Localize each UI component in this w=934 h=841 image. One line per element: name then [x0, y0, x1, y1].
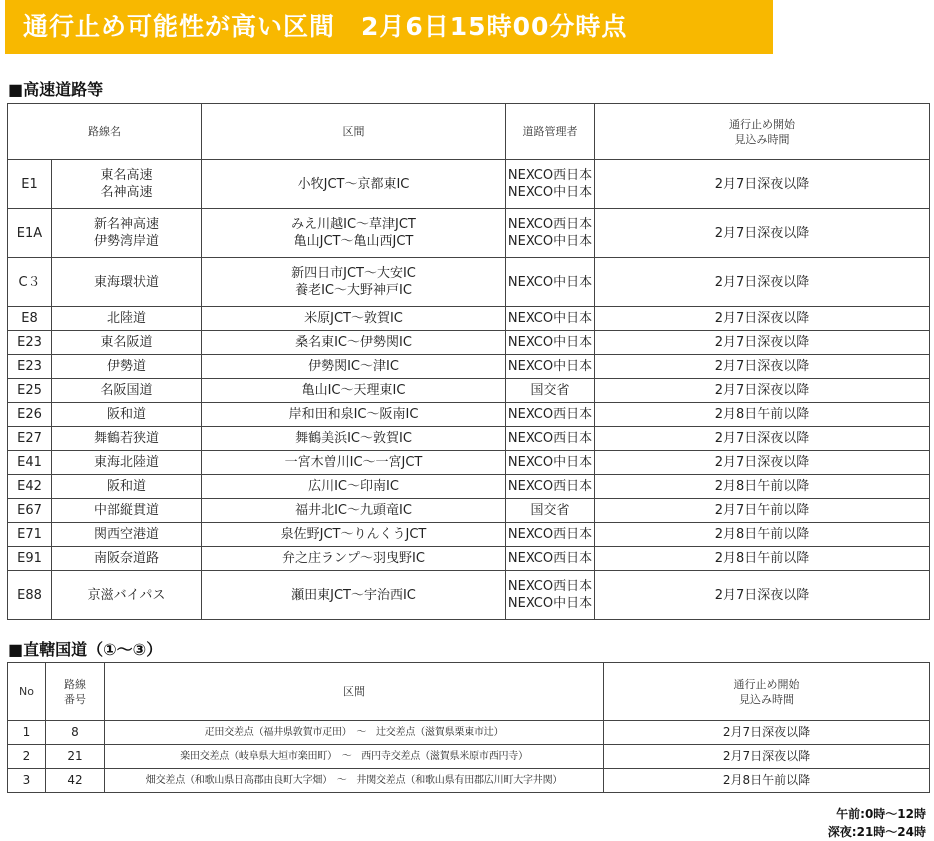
manager [506, 160, 595, 209]
route-name-line: 名神高速 [100, 185, 153, 200]
manager [506, 355, 595, 379]
route-name-line: 伊勢道 [106, 359, 146, 374]
start-time: 2月7日深夜以降 [595, 571, 930, 620]
table-row [8, 331, 930, 355]
section-line: 新四日市JCT～大安IC [291, 266, 416, 281]
route-name-line: 関西空港道 [93, 527, 159, 542]
section [202, 523, 506, 547]
manager [506, 451, 595, 475]
highway-section-title: ■高速道路等 [8, 80, 104, 99]
start-time: 2月8日午前以降 [595, 547, 930, 571]
route-name [52, 331, 202, 355]
table-row [8, 769, 930, 793]
manager-line: NEXCO西日本 [507, 168, 593, 183]
start-time: 2月7日深夜以降 [595, 209, 930, 258]
section-line: 舞鶴美浜IC～敦賀IC [295, 431, 412, 446]
section [202, 427, 506, 451]
route-code: E41 [8, 451, 52, 475]
route-code: E25 [8, 379, 52, 403]
manager-line: 国交省 [530, 503, 570, 518]
section: 畑交差点（和歌山県日高郡由良町大字畑） ～ 井関交差点（和歌山県有田郡広川町大字井関） [105, 769, 604, 793]
section-line: みえ川越IC～草津JCT [291, 217, 416, 232]
table-row [8, 499, 930, 523]
row-no: 3 [8, 769, 46, 793]
route-code: E23 [8, 355, 52, 379]
route-name [52, 451, 202, 475]
route-code: E26 [8, 403, 52, 427]
page-banner [5, 0, 773, 54]
section [202, 209, 506, 258]
section-line: 泉佐野JCT～りんくうJCT [280, 527, 427, 542]
note-night: 深夜:21時～24時 [827, 825, 926, 839]
start-time: 2月8日午前以降 [604, 769, 930, 793]
manager [506, 499, 595, 523]
section-line: 養老IC～大野神戸IC [295, 283, 412, 298]
row-no: 1 [8, 721, 46, 745]
route-code: E8 [8, 307, 52, 331]
manager-line: NEXCO西日本 [507, 407, 593, 422]
manager [506, 571, 595, 620]
section [202, 355, 506, 379]
route-name-line: 舞鶴若狭道 [93, 431, 159, 446]
table-row [8, 721, 930, 745]
route-name-line: 阪和道 [106, 407, 146, 422]
route-number: 42 [46, 769, 105, 793]
manager-line: NEXCO中日本 [507, 185, 593, 200]
route-name-line: 南阪奈道路 [93, 551, 159, 566]
manager [506, 209, 595, 258]
manager [506, 427, 595, 451]
route-code: E1 [8, 160, 52, 209]
section [202, 451, 506, 475]
section-line: 米原JCT～敦賀IC [304, 311, 403, 326]
section-line: 広川IC～印南IC [308, 479, 399, 494]
manager-line: NEXCO中日本 [507, 596, 593, 611]
section-line: 小牧JCT～京都東IC [297, 176, 410, 192]
section [202, 571, 506, 620]
route-name [52, 379, 202, 403]
route-number: 21 [46, 745, 105, 769]
route-name-line: 名阪国道 [100, 383, 153, 398]
start-time: 2月7日深夜以降 [604, 721, 930, 745]
route-name-line: 東海環状道 [93, 274, 159, 290]
section [202, 307, 506, 331]
table-row [8, 403, 930, 427]
table-row [8, 258, 930, 307]
header-no: No [8, 663, 46, 721]
header-section: 区間 [105, 663, 604, 721]
table-row [8, 451, 930, 475]
section [202, 331, 506, 355]
route-number: 8 [46, 721, 105, 745]
route-name-line: 京滋バイパス [87, 587, 166, 603]
start-time: 2月8日午前以降 [595, 523, 930, 547]
start-time: 2月8日午前以降 [595, 475, 930, 499]
section: 楽田交差点（岐阜県大垣市楽田町） ～ 西円寺交差点（滋賀県米原市西円寺） [105, 745, 604, 769]
route-name-line: 新名神高速 [93, 217, 159, 232]
section [202, 403, 506, 427]
manager-line: NEXCO西日本 [507, 579, 593, 594]
header-start-time: 通行止め開始 見込み時間 [604, 663, 930, 721]
start-time: 2月7日深夜以降 [595, 331, 930, 355]
start-time: 2月8日午前以降 [595, 403, 930, 427]
route-code: E23 [8, 331, 52, 355]
manager [506, 523, 595, 547]
route-code: E27 [8, 427, 52, 451]
manager [506, 547, 595, 571]
route-name [52, 499, 202, 523]
route-name [52, 475, 202, 499]
table-row [8, 745, 930, 769]
route-name-line: 北陸道 [106, 311, 146, 326]
route-name [52, 355, 202, 379]
table-row [8, 209, 930, 258]
start-time: 2月7日午前以降 [595, 499, 930, 523]
section [202, 160, 506, 209]
table-row [8, 355, 930, 379]
table-row [8, 379, 930, 403]
manager-line: NEXCO中日本 [507, 311, 593, 326]
route-code: E71 [8, 523, 52, 547]
row-no: 2 [8, 745, 46, 769]
manager-line: NEXCO中日本 [507, 335, 593, 350]
start-time: 2月7日深夜以降 [595, 451, 930, 475]
start-time: 2月7日深夜以降 [595, 307, 930, 331]
manager [506, 307, 595, 331]
section [202, 379, 506, 403]
start-time: 2月7日深夜以降 [595, 355, 930, 379]
route-code: E42 [8, 475, 52, 499]
section-line: 伊勢関IC～津IC [308, 359, 399, 374]
header-manager: 道路管理者 [506, 104, 595, 160]
header-start-time: 通行止め開始 見込み時間 [595, 104, 930, 160]
section-line: 一宮木曽川IC～一宮JCT [284, 455, 423, 470]
section-line: 岸和田和泉IC～阪南IC [288, 407, 419, 422]
section-line: 亀山JCT～亀山西JCT [293, 234, 414, 249]
table-row [8, 547, 930, 571]
manager-line: NEXCO西日本 [507, 479, 593, 494]
route-name-line: 中部縦貫道 [93, 503, 159, 518]
national-section-title: ■直轄国道（①～③） [8, 640, 163, 659]
national-header-row [8, 663, 930, 721]
route-code: C３ [8, 258, 52, 307]
manager-line: NEXCO西日本 [507, 431, 593, 446]
route-name-line: 東名高速 [100, 168, 153, 183]
manager [506, 403, 595, 427]
route-name-line: 東海北陸道 [93, 455, 159, 470]
table-row [8, 427, 930, 451]
route-name-line: 東名阪道 [100, 335, 153, 350]
national-table-body [8, 721, 930, 793]
section: 疋田交差点（福井県敦賀市疋田） ～ 辻交差点（滋賀県栗東市辻） [105, 721, 604, 745]
start-time: 2月7日深夜以降 [595, 427, 930, 451]
header-route-number: 路線 番号 [46, 663, 105, 721]
route-name-line: 阪和道 [106, 479, 146, 494]
section-line: 福井北IC～九頭竜IC [295, 503, 412, 518]
route-name [52, 523, 202, 547]
route-code: E88 [8, 571, 52, 620]
national-road-table [7, 662, 930, 793]
manager-line: NEXCO西日本 [507, 217, 593, 232]
manager-line: NEXCO中日本 [507, 455, 593, 470]
manager [506, 379, 595, 403]
manager-line: NEXCO西日本 [507, 551, 593, 566]
section [202, 475, 506, 499]
highway-header-row [8, 104, 930, 160]
route-code: E91 [8, 547, 52, 571]
header-section: 区間 [202, 104, 506, 160]
manager-line: NEXCO西日本 [507, 527, 593, 542]
start-time: 2月7日深夜以降 [604, 745, 930, 769]
route-name [52, 427, 202, 451]
banner-title: 通行止め可能性が高い区間 2月6日15時00分時点 [23, 12, 628, 41]
start-time: 2月7日深夜以降 [595, 160, 930, 209]
section [202, 258, 506, 307]
table-row [8, 571, 930, 620]
start-time: 2月7日深夜以降 [595, 379, 930, 403]
section-line: 弁之庄ランプ～羽曳野IC [282, 551, 425, 566]
manager [506, 258, 595, 307]
table-row [8, 160, 930, 209]
route-code: E67 [8, 499, 52, 523]
route-name-line: 伊勢湾岸道 [93, 234, 159, 249]
section-line: 亀山IC～天理東IC [301, 383, 406, 398]
route-name [52, 547, 202, 571]
section [202, 547, 506, 571]
table-row [8, 307, 930, 331]
manager-line: NEXCO中日本 [507, 359, 593, 374]
route-name [52, 307, 202, 331]
highway-table-body [8, 160, 930, 620]
route-name [52, 160, 202, 209]
start-time: 2月7日深夜以降 [595, 258, 930, 307]
route-name [52, 403, 202, 427]
section-line: 桑名東IC～伊勢関IC [295, 335, 412, 350]
table-row [8, 523, 930, 547]
manager-line: NEXCO中日本 [507, 274, 593, 290]
manager-line: 国交省 [530, 383, 570, 398]
table-row [8, 475, 930, 499]
manager [506, 475, 595, 499]
manager-line: NEXCO中日本 [507, 234, 593, 249]
route-name [52, 571, 202, 620]
route-code: E1A [8, 209, 52, 258]
manager [506, 331, 595, 355]
header-route: 路線名 [8, 104, 202, 160]
route-name [52, 258, 202, 307]
note-morning: 午前:0時～12時 [836, 807, 926, 821]
highway-table [7, 103, 930, 620]
section [202, 499, 506, 523]
section-line: 瀬田東JCT～宇治西IC [291, 587, 416, 603]
route-name [52, 209, 202, 258]
